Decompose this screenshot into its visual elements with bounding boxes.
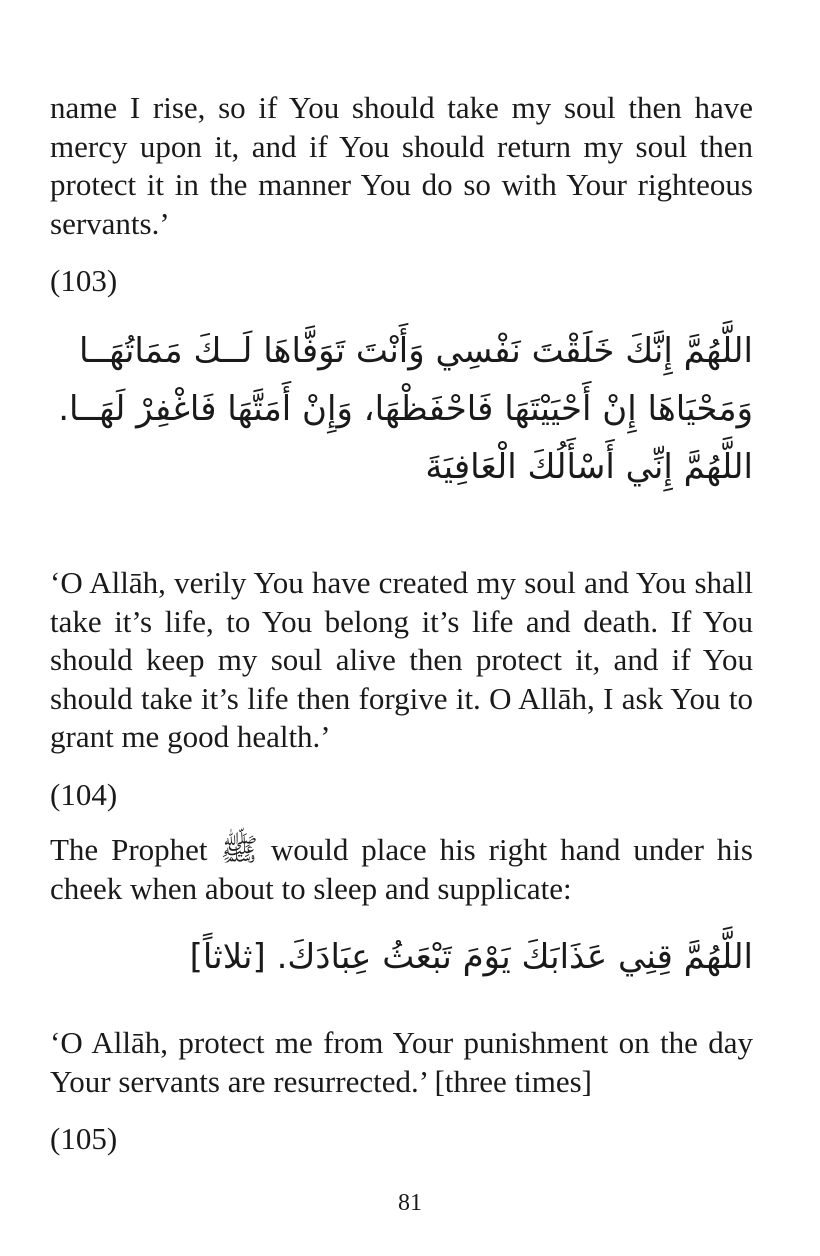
arabic-line-1: اللَّهُمَّ إِنَّكَ خَلَقْتَ نَفْسِي وَأَنْتَ تَوَفَّاهَا لَــكَ مَمَاتُهَــا bbox=[79, 331, 753, 371]
page-number: 81 bbox=[398, 1190, 422, 1216]
hadith-number-104: (104) bbox=[50, 777, 118, 812]
narration-104: The Prophet ﷺ would place his right hand under his cheek when about to sleep and supplicate: bbox=[50, 832, 753, 906]
hadith-number-105: (105) bbox=[50, 1121, 118, 1156]
translation-103: ‘O Allāh, verily You have created my soul and You shall take it’s life, to You belong it’s life and death. If You should keep my soul alive then protect it, and if You should take it’s life then forgive it. O Allāh, I ask You to grant me good health.’ bbox=[50, 565, 753, 754]
paragraph-continuation: name I rise, so if You should take my soul then have mercy upon it, and if You should return my soul then protect it in the manner You do so with Your righteous servants.’ bbox=[50, 90, 753, 241]
translation-104: ‘O Allāh, protect me from Your punishment on the day Your servants are resurrected.’ [three times] bbox=[50, 1025, 753, 1099]
arabic-line-3: اللَّهُمَّ إِنِّي أَسْأَلُكَ الْعَافِيَةَ bbox=[425, 447, 753, 487]
arabic-supplication-104: اللَّهُمَّ قِنِي عَذَابَكَ يَوْمَ تَبْعَثُ عِبَادَكَ. [ثلاثاً] bbox=[189, 937, 753, 977]
arabic-line-2: وَمَحْيَاهَا إِنْ أَحْيَيْتَهَا فَاحْفَظْهَا، وَإِنْ أَمَتَّهَا فَاغْفِرْ لَهَــا. bbox=[58, 389, 753, 429]
arabic-supplication-103 bbox=[50, 322, 753, 496]
hadith-number-103: (103) bbox=[50, 263, 118, 298]
